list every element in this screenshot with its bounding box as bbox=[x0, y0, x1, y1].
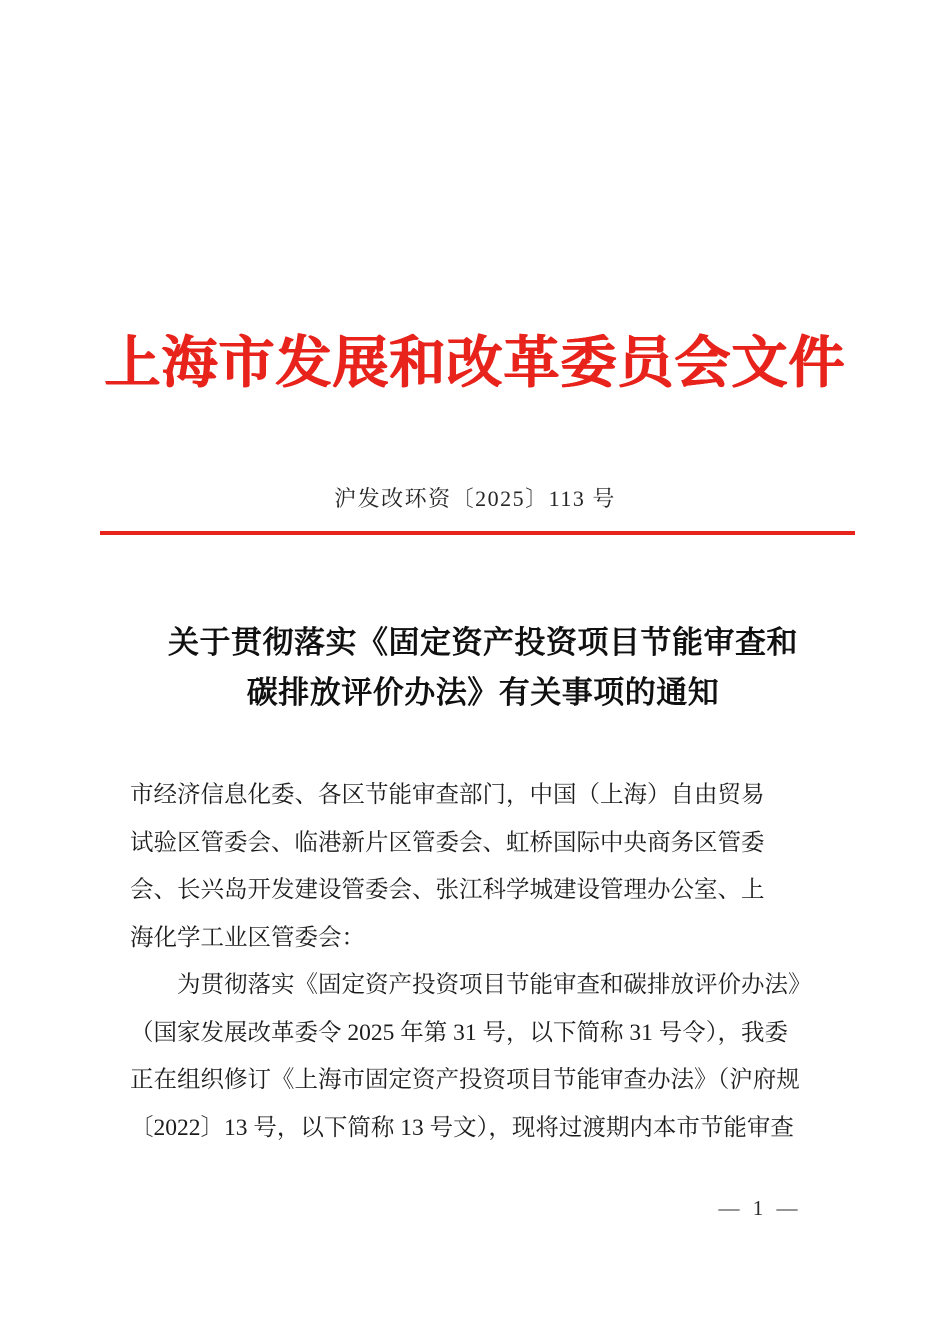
body-line-3 bbox=[130, 1057, 836, 1105]
document-body bbox=[130, 772, 836, 1152]
body-line-2 bbox=[130, 1010, 836, 1058]
document-title bbox=[130, 618, 836, 718]
red-separator-rule bbox=[100, 531, 855, 535]
recipient-line-4-text: 海化学工业区管委会： bbox=[130, 924, 365, 951]
recipient-line-3-text: 会、长兴岛开发建设管委会、张江科学城建设管理办公室、上 bbox=[130, 877, 765, 903]
document-title-line-1: 关于贯彻落实《固定资产投资项目节能审查和 bbox=[168, 625, 798, 660]
recipient-line-2-text: 试验区管委会、临港新片区管委会、虹桥国际中央商务区管委 bbox=[130, 829, 765, 856]
recipient-line-1 bbox=[130, 772, 836, 820]
body-line-2-text: （国家发展改革委令 2025 年第 31 号，以下简称 31 号令），我委 bbox=[130, 1019, 788, 1046]
masthead-title: 上海市发展和改革委员会文件 bbox=[104, 333, 846, 395]
body-line-1-text: 为贯彻落实《固定资产投资项目节能审查和碳排放评价办法》 bbox=[177, 972, 812, 998]
recipient-line-4 bbox=[130, 915, 836, 963]
recipient-line-3 bbox=[130, 867, 836, 915]
masthead bbox=[0, 333, 950, 395]
page-number: — 1 — bbox=[718, 1196, 802, 1220]
body-line-4 bbox=[130, 1105, 836, 1153]
recipient-line-1-text: 市经济信息化委、各区节能审查部门，中国（上海）自由贸易 bbox=[130, 782, 765, 808]
body-line-4-text: 〔2022〕13 号，以下简称 13 号文），现将过渡期内本市节能审查 bbox=[130, 1114, 794, 1141]
body-line-3-text: 正在组织修订《上海市固定资产投资项目节能审查办法》（沪府规 bbox=[130, 1067, 800, 1093]
recipient-line-2 bbox=[130, 820, 836, 868]
document-number: 沪发改环资〔2025〕113 号 bbox=[334, 486, 616, 511]
page-number-footer bbox=[0, 1196, 950, 1221]
document-title-line-2: 碳排放评价办法》有关事项的通知 bbox=[246, 675, 720, 710]
body-line-1 bbox=[130, 962, 836, 1010]
